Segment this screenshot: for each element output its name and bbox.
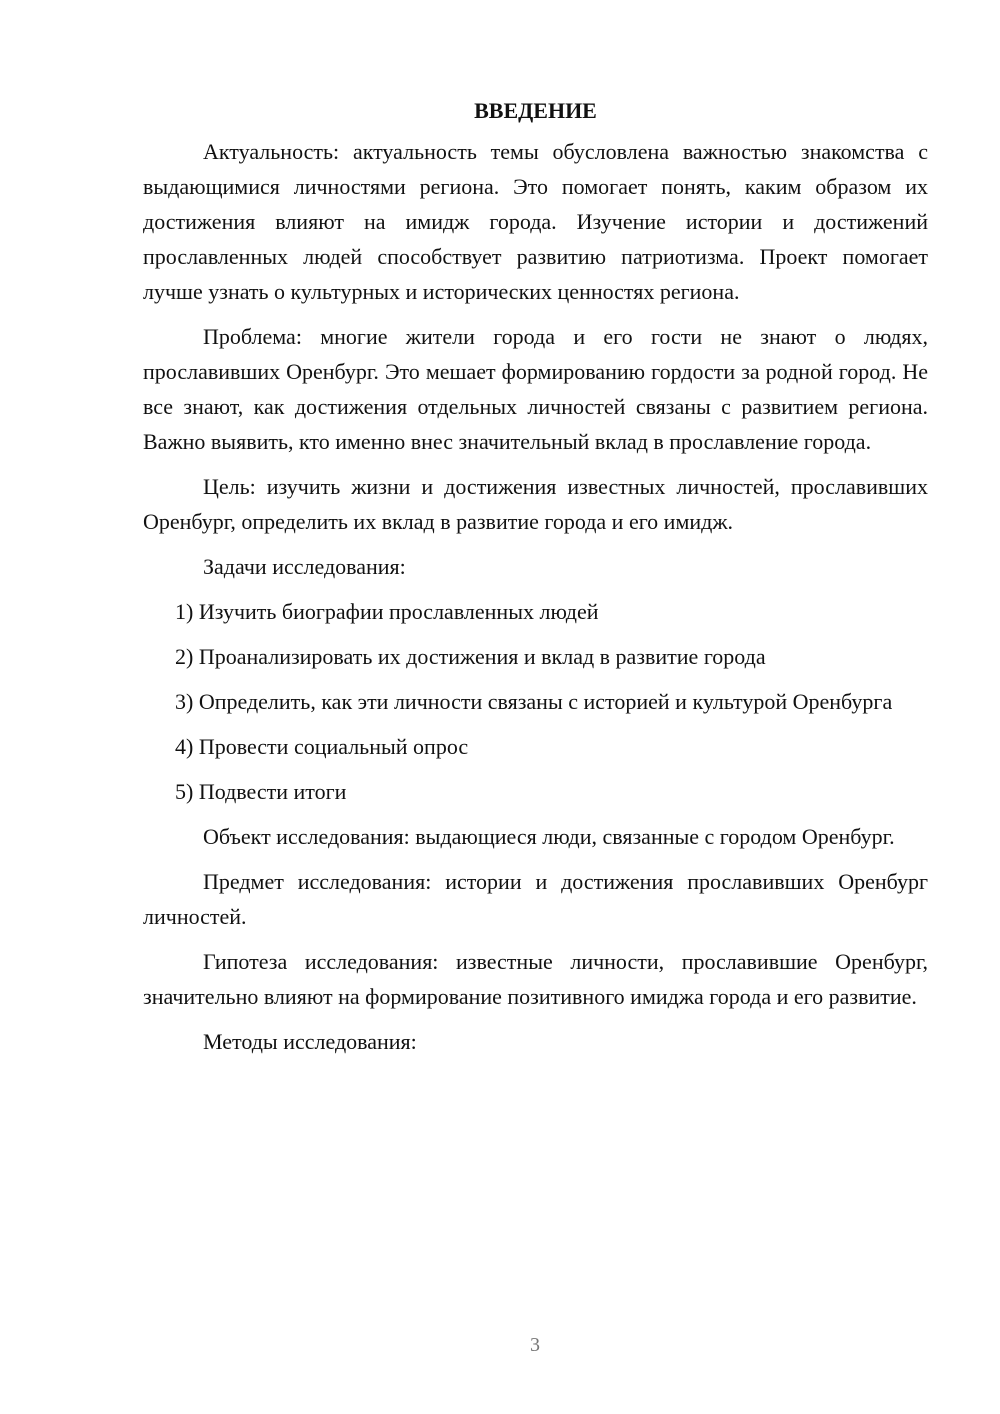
- document-body: [143, 93, 928, 1069]
- paragraph-problem: Проблема: многие жители города и его гости не знают о людях, прославивших Оренбург. Это мешает формированию гордости за родной город. Не все знают, как достижения отдельных личностей связаны с развитием региона. Важно выявить, кто именно внес значительный вклад в прославление города.: [143, 324, 928, 454]
- paragraph-actuality: Актуальность: актуальность темы обусловлена важностью знакомства с выдающимися личностями региона. Это помогает понять, каким образом их достижения влияют на имидж города. Изучение истории и достижений прославленных людей способствует развитию патриотизма. Проект помогает лучше узнать о культурных и исторических ценностях региона.: [143, 139, 928, 304]
- tasks-heading: Задачи исследования:: [203, 554, 406, 579]
- page-title: ВВЕДЕНИЕ: [474, 98, 597, 123]
- task-item: 2) Проанализировать их достижения и вклад в развитие города: [175, 644, 766, 669]
- page-number: 3: [530, 1334, 540, 1356]
- methods-heading: Методы исследования:: [203, 1029, 417, 1054]
- task-item: 4) Провести социальный опрос: [175, 734, 469, 759]
- paragraph-hypothesis: Гипотеза исследования: известные личности, прославившие Оренбург, значительно влияют на формирование позитивного имиджа города и его развитие.: [143, 949, 928, 1009]
- task-item: 3) Определить, как эти личности связаны с историей и культурой Оренбурга: [175, 689, 893, 714]
- task-item: 1) Изучить биографии прославленных людей: [175, 599, 599, 624]
- paragraph-goal: Цель: изучить жизни и достижения известных личностей, прославивших Оренбург, определить их вклад в развитие города и его имидж.: [143, 474, 928, 534]
- paragraph-object: Объект исследования: выдающиеся люди, связанные с городом Оренбург.: [203, 824, 895, 849]
- task-item: 5) Подвести итоги: [175, 779, 347, 804]
- paragraph-subject: Предмет исследования: истории и достижения прославивших Оренбург личностей.: [143, 869, 928, 929]
